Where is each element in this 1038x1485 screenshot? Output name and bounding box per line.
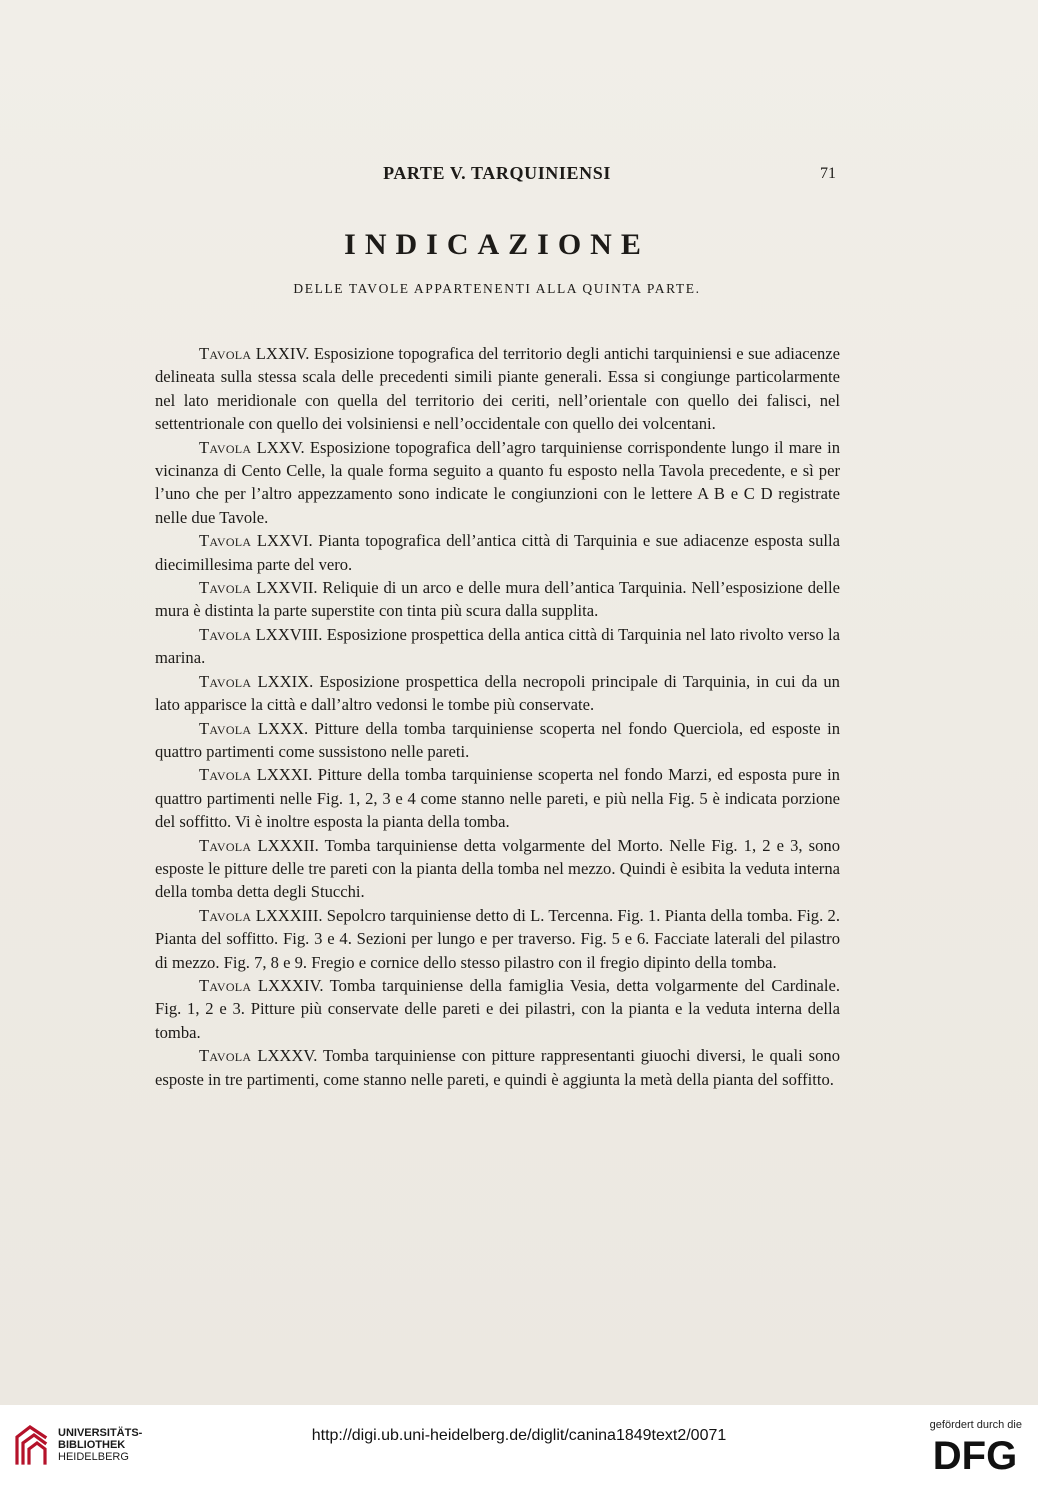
plate-entry (155, 576, 840, 623)
plate-label: Tavola (199, 437, 252, 457)
permalink[interactable]: http://digi.ub.uni-heidelberg.de/diglit/canina1849text2/0071 (311, 1427, 727, 1444)
digitization-footer (0, 1405, 1038, 1485)
plate-description: LXXV. Esposizione topografica dell’agro tarquiniense corrispondente lungo il mare in vicinanza di Cento Celle, la quale forma seguito a quanto fu esposto nella Tavola precedente, e sì per l’uno che per l’altro appezzamento sono indicate le congiunzioni con le lettere A B e C D registrate nelle due Tavole. (155, 437, 840, 527)
plate-label: Tavola (199, 718, 252, 738)
page-subtitle: DELLE TAVOLE APPARTENENTI ALLA QUINTA PARTE. (293, 281, 701, 296)
library-name-line: BIBLIOTHEK (58, 1439, 126, 1451)
plate-description: LXXIX. Esposizione prospettica della necropoli principale di Tarquinia, in cui da un lato apparisce la città e dall’altro vedonsi le tombe più conservate. (155, 671, 840, 715)
funder-name: DFG (932, 1435, 1018, 1475)
plate-label: Tavola (199, 671, 252, 691)
plate-entry (155, 670, 840, 717)
plate-list (155, 342, 840, 1091)
plate-entry (155, 717, 840, 764)
page-header (154, 163, 840, 187)
plate-entry (155, 904, 840, 974)
plate-description: LXXIV. Esposizione topografica del territorio degli antichi tarquiniensi e sue adiacenze delineata sulla stessa scala delle precedenti simili piante generali. Essa si congiunge particolarmente nel lato meridionale con quella del territorio dei ceriti, nell’orientale con quello dei falisci, nel settentrionale con quello dei volsiniensi e nell’occidentale con quello dei volcentani. (155, 344, 840, 434)
page-title: INDICAZIONE (344, 228, 650, 261)
plate-entry (155, 834, 840, 904)
plate-label: Tavola (199, 624, 252, 644)
plate-entry (155, 529, 840, 576)
plate-entry (155, 436, 840, 530)
plate-entry (155, 763, 840, 833)
library-name-line: UNIVERSITÄTS- (58, 1427, 143, 1439)
plate-label: Tavola (199, 578, 252, 598)
plate-description: LXXXV. Tomba tarquiniense con pitture rappresentanti giuochi diversi, le quali sono esposte in tre partimenti, come stanno nelle pareti, e quindi è aggiunta la metà della pianta del soffitto. (155, 1046, 840, 1089)
running-head: PARTE V. TARQUINIENSI (383, 163, 611, 183)
plate-label: Tavola (199, 835, 252, 855)
plate-description: LXXX. Pitture della tomba tarquiniense scoperta nel fondo Querciola, ed esposte in quattro partimenti come sussistono nelle pareti. (155, 718, 840, 761)
plate-description: LXXVIII. Esposizione prospettica della antica città di Tarquinia nel lato rivolto verso la marina. (155, 624, 840, 668)
plate-label: Tavola (199, 905, 252, 925)
plate-entry (155, 623, 840, 670)
plate-description: LXXXIV. Tomba tarquiniense della famiglia Vesia, detta volgarmente del Cardinale. Fig. 1, 2 e 3. Pitture più conservate delle pareti e dei pilastri, con la pianta e la veduta interna della tomba. (155, 975, 840, 1042)
plate-description: LXXXI. Pitture della tomba tarquiniense scoperta nel fondo Marzi, ed esposta pure in quattro partimenti nelle Fig. 1, 2, 3 e 4 come stanno nelle pareti, e più nella Fig. 5 è indicata porzione del soffitto. Vi è inoltre esposta la pianta della tomba. (155, 765, 840, 832)
plate-description: LXXXII. Tomba tarquiniense detta volgarmente del Morto. Nelle Fig. 1, 2 e 3, sono esposte le pitture delle tre pareti con la pianta della tomba nel mezzo. Quindi è esibita la veduta interna della tomba detta degli Stucchi. (155, 835, 840, 902)
plate-label: Tavola (199, 1046, 252, 1066)
plate-description: LXXXIII. Sepolcro tarquiniense detto di L. Tercenna. Fig. 1. Pianta della tomba. Fig. 2. Pianta del soffitto. Fig. 3 e 4. Sezioni per lungo e per traverso. Fig. 5 e 6. Facciate laterali del pilastro di mezzo. Fig. 7, 8 e 9. Fregio e cornice dello stesso pilastro con il fregio dipinto della tomba. (155, 905, 840, 972)
plate-label: Tavola (199, 765, 252, 785)
plate-label: Tavola (199, 344, 252, 363)
library-name-line: HEIDELBERG (58, 1451, 129, 1463)
page-number: 71 (820, 165, 836, 182)
plate-entry (155, 1044, 840, 1091)
plate-description: LXXVII. Reliquie di un arco e delle mura dell’antica Tarquinia. Nell’esposizione delle mura è distinta la parte superstite con tinta più scura dalla supplita. (155, 578, 840, 621)
plate-label: Tavola (199, 531, 252, 551)
plate-entry (155, 342, 840, 436)
plate-entry (155, 974, 840, 1044)
plate-description: LXXVI. Pianta topografica dell’antica città di Tarquinia e sue adiacenze esposta sulla diecimillesima parte del vero. (155, 531, 841, 574)
dfg-logo-icon (926, 1435, 1024, 1475)
plate-label: Tavola (199, 975, 252, 995)
funding-caption: gefördert durch die (929, 1419, 1022, 1431)
